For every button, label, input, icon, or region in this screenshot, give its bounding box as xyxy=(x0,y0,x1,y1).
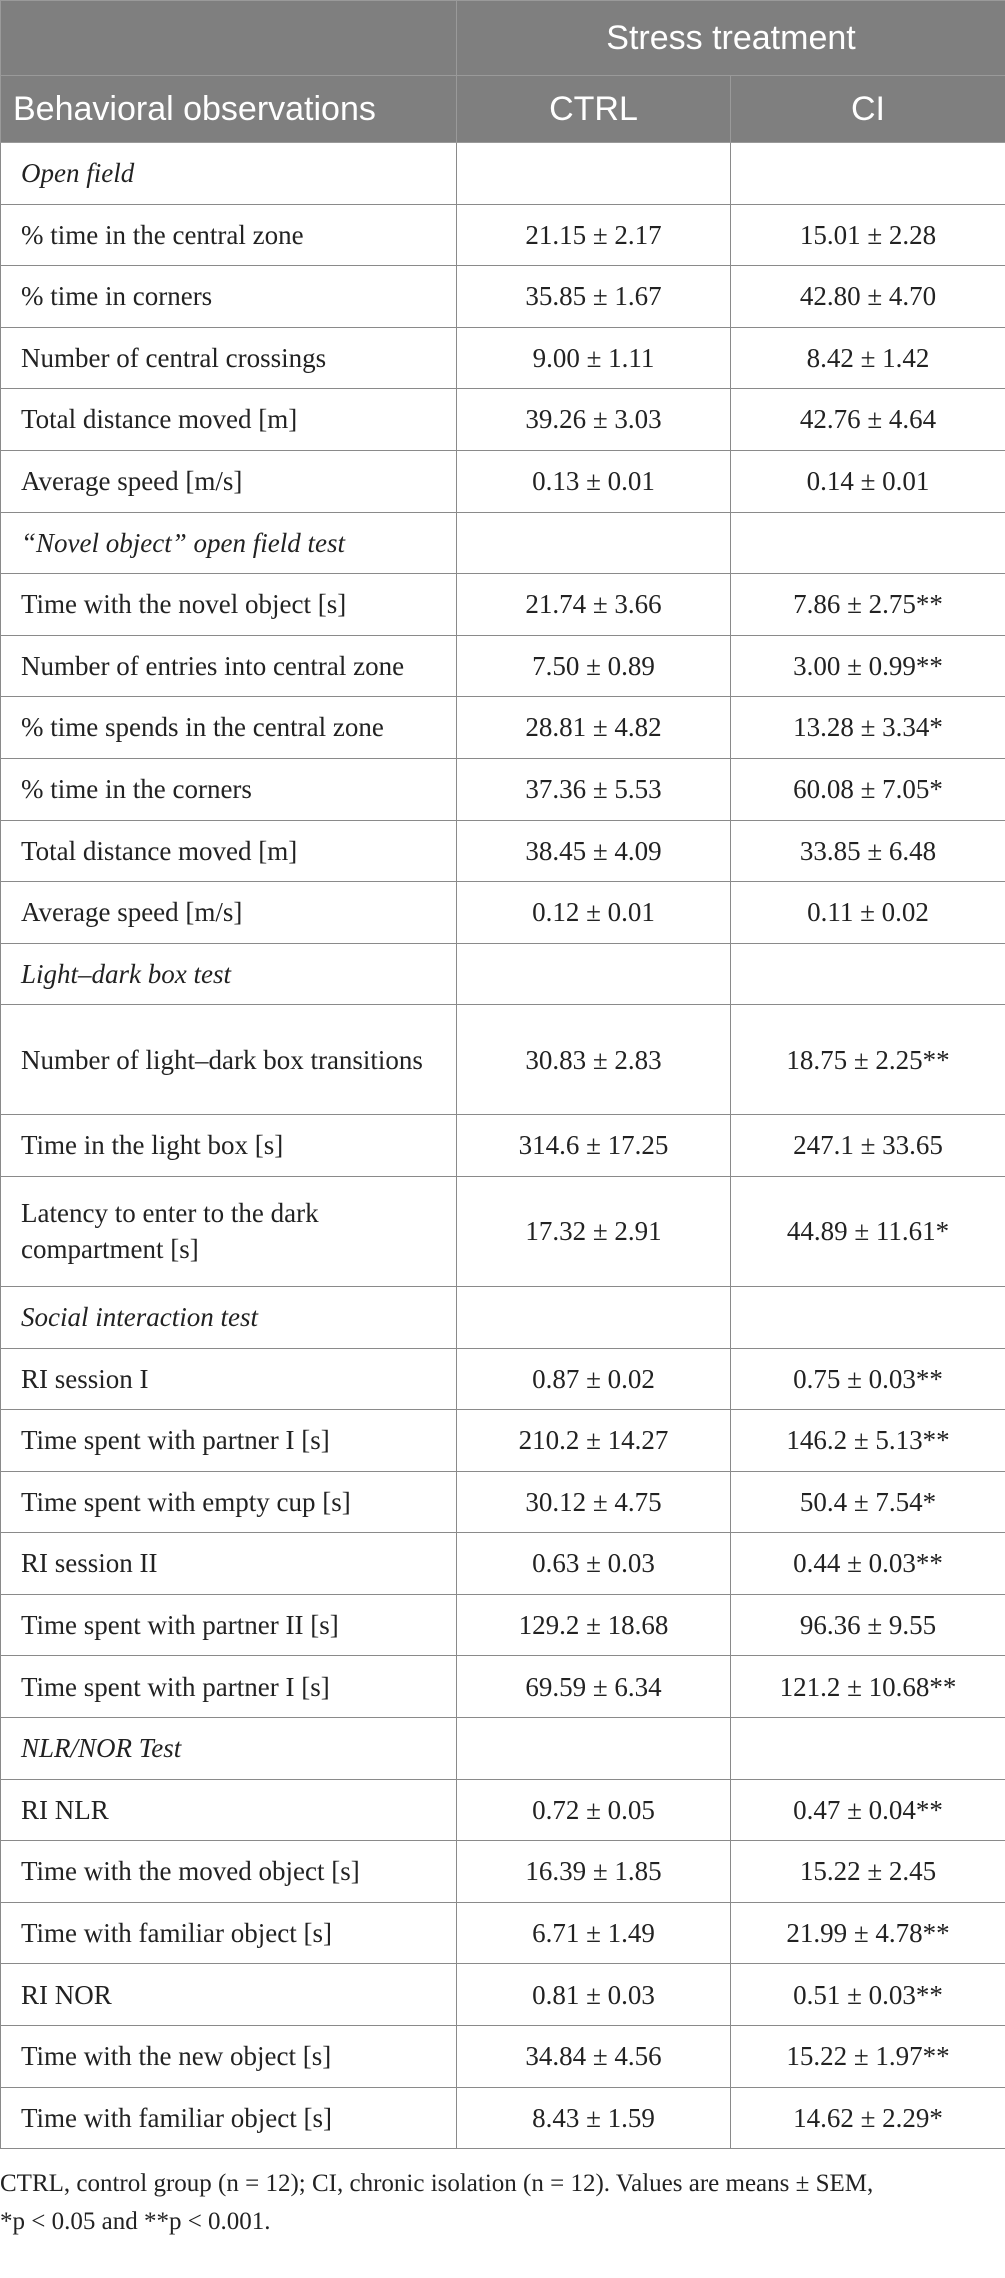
ci-value: 0.11 ± 0.02 xyxy=(731,882,1005,944)
ci-value: 8.42 ± 1.42 xyxy=(731,327,1005,389)
row-label: Open field xyxy=(1,143,457,205)
ctrl-value: 28.81 ± 4.82 xyxy=(457,697,731,759)
ci-value: 60.08 ± 7.05* xyxy=(731,758,1005,820)
row-label: Time spent with partner I [s] xyxy=(1,1656,457,1718)
ci-value: 0.47 ± 0.04** xyxy=(731,1779,1005,1841)
section-row xyxy=(1,1718,1005,1780)
table-row xyxy=(1,1410,1005,1472)
row-label: Number of central crossings xyxy=(1,327,457,389)
ctrl-value: 7.50 ± 0.89 xyxy=(457,635,731,697)
ci-value: 0.75 ± 0.03** xyxy=(731,1348,1005,1410)
table-row xyxy=(1,882,1005,944)
ci-value: 14.62 ± 2.29* xyxy=(731,2087,1005,2149)
row-label: RI NLR xyxy=(1,1779,457,1841)
ctrl-value xyxy=(457,512,731,574)
ci-value: 21.99 ± 4.78** xyxy=(731,1902,1005,1964)
ci-value: 0.14 ± 0.01 xyxy=(731,450,1005,512)
ci-value: 18.75 ± 2.25** xyxy=(731,1005,1005,1115)
column-header-ctrl: CTRL xyxy=(457,76,731,143)
table-body xyxy=(1,143,1005,2149)
row-label: RI session II xyxy=(1,1533,457,1595)
row-label: Average speed [m/s] xyxy=(1,450,457,512)
ctrl-value: 0.12 ± 0.01 xyxy=(457,882,731,944)
row-label: Time with the novel object [s] xyxy=(1,574,457,636)
ci-value: 13.28 ± 3.34* xyxy=(731,697,1005,759)
ci-value: 15.22 ± 2.45 xyxy=(731,1841,1005,1903)
row-label: Number of entries into central zone xyxy=(1,635,457,697)
row-label: % time in the central zone xyxy=(1,204,457,266)
column-header-label: Behavioral observations xyxy=(1,76,457,143)
ci-value: 44.89 ± 11.61* xyxy=(731,1176,1005,1286)
group-title: Stress treatment xyxy=(457,1,1005,76)
table-row xyxy=(1,327,1005,389)
footnote-line-1: CTRL, control group (n = 12); CI, chronic isolation (n = 12). Values are means ± SEM, xyxy=(0,2170,874,2198)
row-label: Time spent with partner II [s] xyxy=(1,1594,457,1656)
table-row xyxy=(1,204,1005,266)
ctrl-value: 0.13 ± 0.01 xyxy=(457,450,731,512)
ci-value: 0.51 ± 0.03** xyxy=(731,1964,1005,2026)
table-row xyxy=(1,1779,1005,1841)
ctrl-value: 0.87 ± 0.02 xyxy=(457,1348,731,1410)
table-row xyxy=(1,1115,1005,1177)
ci-value: 15.01 ± 2.28 xyxy=(731,204,1005,266)
table-row xyxy=(1,266,1005,328)
row-label: “Novel object” open field test xyxy=(1,512,457,574)
ci-value: 247.1 ± 33.65 xyxy=(731,1115,1005,1177)
footnote-line-2: *p < 0.05 and **p < 0.001. xyxy=(0,2208,271,2236)
ctrl-value: 314.6 ± 17.25 xyxy=(457,1115,731,1177)
ci-value: 146.2 ± 5.13** xyxy=(731,1410,1005,1472)
row-label: Latency to enter to the dark compartment [s] xyxy=(1,1176,457,1286)
ctrl-value: 8.43 ± 1.59 xyxy=(457,2087,731,2149)
table-row xyxy=(1,758,1005,820)
ctrl-value: 21.15 ± 2.17 xyxy=(457,204,731,266)
ctrl-value xyxy=(457,1286,731,1348)
row-label: RI NOR xyxy=(1,1964,457,2026)
ci-value: 7.86 ± 2.75** xyxy=(731,574,1005,636)
row-label: NLR/NOR Test xyxy=(1,1718,457,1780)
ctrl-value: 21.74 ± 3.66 xyxy=(457,574,731,636)
table-footnote xyxy=(0,2149,1005,2241)
row-label: RI session I xyxy=(1,1348,457,1410)
ci-value xyxy=(731,1286,1005,1348)
ci-value: 42.76 ± 4.64 xyxy=(731,389,1005,451)
table-row xyxy=(1,1594,1005,1656)
table-row xyxy=(1,450,1005,512)
ctrl-value: 69.59 ± 6.34 xyxy=(457,1656,731,1718)
row-label: Light–dark box test xyxy=(1,943,457,1005)
row-label: Time in the light box [s] xyxy=(1,1115,457,1177)
table-row xyxy=(1,1176,1005,1286)
ctrl-value: 0.63 ± 0.03 xyxy=(457,1533,731,1595)
row-label: Total distance moved [m] xyxy=(1,389,457,451)
table-row xyxy=(1,697,1005,759)
table-row xyxy=(1,1656,1005,1718)
table-header xyxy=(1,1,1005,143)
table-row xyxy=(1,389,1005,451)
row-label: Social interaction test xyxy=(1,1286,457,1348)
ci-value xyxy=(731,512,1005,574)
ctrl-value: 6.71 ± 1.49 xyxy=(457,1902,731,1964)
column-header-ci: CI xyxy=(731,76,1005,143)
table-row xyxy=(1,1533,1005,1595)
ctrl-value xyxy=(457,143,731,205)
ci-value: 96.36 ± 9.55 xyxy=(731,1594,1005,1656)
row-label: Time spent with empty cup [s] xyxy=(1,1471,457,1533)
ctrl-value: 0.72 ± 0.05 xyxy=(457,1779,731,1841)
row-label: Time with familiar object [s] xyxy=(1,1902,457,1964)
header-blank-cell xyxy=(1,1,457,76)
ctrl-value: 0.81 ± 0.03 xyxy=(457,1964,731,2026)
ctrl-value: 35.85 ± 1.67 xyxy=(457,266,731,328)
row-label: Average speed [m/s] xyxy=(1,882,457,944)
ctrl-value: 38.45 ± 4.09 xyxy=(457,820,731,882)
ci-value xyxy=(731,943,1005,1005)
ctrl-value: 37.36 ± 5.53 xyxy=(457,758,731,820)
ctrl-value xyxy=(457,943,731,1005)
row-label: Total distance moved [m] xyxy=(1,820,457,882)
ctrl-value: 34.84 ± 4.56 xyxy=(457,2026,731,2088)
section-row xyxy=(1,512,1005,574)
ctrl-value: 9.00 ± 1.11 xyxy=(457,327,731,389)
table-row xyxy=(1,2026,1005,2088)
section-row xyxy=(1,143,1005,205)
row-label: Number of light–dark box transitions xyxy=(1,1005,457,1115)
ci-value: 42.80 ± 4.70 xyxy=(731,266,1005,328)
ci-value: 15.22 ± 1.97** xyxy=(731,2026,1005,2088)
table-row xyxy=(1,574,1005,636)
row-label: Time with the moved object [s] xyxy=(1,1841,457,1903)
section-row xyxy=(1,1286,1005,1348)
table-row xyxy=(1,1005,1005,1115)
row-label: % time in corners xyxy=(1,266,457,328)
ctrl-value: 17.32 ± 2.91 xyxy=(457,1176,731,1286)
ci-value: 121.2 ± 10.68** xyxy=(731,1656,1005,1718)
ctrl-value xyxy=(457,1718,731,1780)
table-row xyxy=(1,1471,1005,1533)
ctrl-value: 39.26 ± 3.03 xyxy=(457,389,731,451)
ctrl-value: 210.2 ± 14.27 xyxy=(457,1410,731,1472)
ci-value xyxy=(731,143,1005,205)
table-row xyxy=(1,1348,1005,1410)
ci-value: 50.4 ± 7.54* xyxy=(731,1471,1005,1533)
row-label: Time with the new object [s] xyxy=(1,2026,457,2088)
table-row xyxy=(1,2087,1005,2149)
ctrl-value: 30.12 ± 4.75 xyxy=(457,1471,731,1533)
ci-value xyxy=(731,1718,1005,1780)
table-row xyxy=(1,635,1005,697)
ctrl-value: 16.39 ± 1.85 xyxy=(457,1841,731,1903)
row-label: Time spent with partner I [s] xyxy=(1,1410,457,1472)
table-row xyxy=(1,1964,1005,2026)
row-label: Time with familiar object [s] xyxy=(1,2087,457,2149)
ctrl-value: 129.2 ± 18.68 xyxy=(457,1594,731,1656)
ctrl-value: 30.83 ± 2.83 xyxy=(457,1005,731,1115)
row-label: % time spends in the central zone xyxy=(1,697,457,759)
ci-value: 3.00 ± 0.99** xyxy=(731,635,1005,697)
table-row xyxy=(1,1902,1005,1964)
ci-value: 0.44 ± 0.03** xyxy=(731,1533,1005,1595)
ci-value: 33.85 ± 6.48 xyxy=(731,820,1005,882)
section-row xyxy=(1,943,1005,1005)
table-row xyxy=(1,1841,1005,1903)
row-label: % time in the corners xyxy=(1,758,457,820)
table-row xyxy=(1,820,1005,882)
